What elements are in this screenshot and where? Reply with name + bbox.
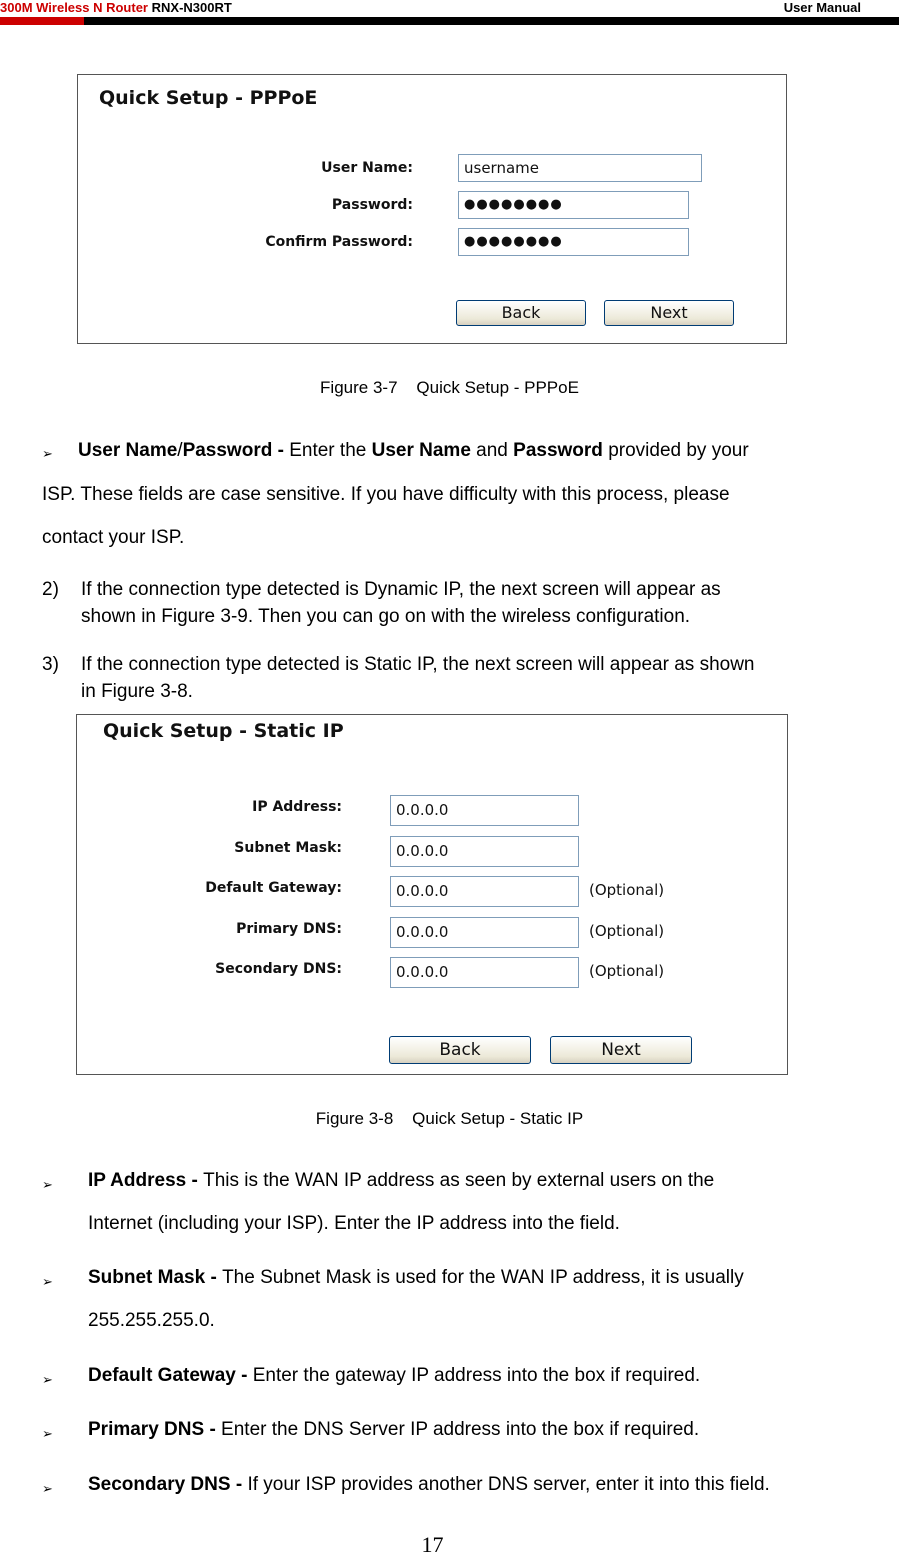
text-provided: provided by your <box>602 440 749 461</box>
default-gateway-input[interactable]: 0.0.0.0 <box>390 876 579 907</box>
def-bullet-icon: ➢ <box>42 1177 53 1192</box>
pppoe-back-button[interactable]: Back <box>456 300 586 326</box>
pppoe-title: Quick Setup - PPPoE <box>99 87 318 109</box>
pppoe-description-line1 <box>78 440 749 462</box>
static-ip-title: Quick Setup - Static IP <box>103 720 344 742</box>
default-gateway-term: Default Gateway - <box>88 1365 253 1386</box>
static-ip-screenshot <box>76 714 788 1075</box>
term-password-2: Password <box>513 440 603 461</box>
default-gateway-label: Default Gateway: <box>205 880 342 896</box>
step-2-line1: If the connection type detected is Dynamic IP, the next screen will appear as <box>81 579 721 600</box>
default-gateway-definition <box>88 1365 700 1387</box>
step-3-number: 3) <box>42 654 59 675</box>
subnet-mask-input[interactable]: 0.0.0.0 <box>390 836 579 867</box>
text-and: and <box>470 440 514 461</box>
slash: / <box>177 440 183 461</box>
header-model: RNX-N300RT <box>151 0 232 15</box>
pppoe-next-button[interactable]: Next <box>604 300 734 326</box>
secondary-dns-term: Secondary DNS - <box>88 1474 248 1495</box>
primary-dns-text: Enter the DNS Server IP address into the box if required. <box>221 1419 700 1440</box>
primary-dns-label: Primary DNS: <box>236 921 342 937</box>
secondary-dns-label: Secondary DNS: <box>215 961 342 977</box>
ip-address-definition-line2: Internet (including your ISP). Enter the IP address into the field. <box>88 1213 620 1234</box>
primary-dns-optional: (Optional) <box>589 922 665 940</box>
static-ip-figure-caption: Figure 3-8 Quick Setup - Static IP <box>315 1109 584 1128</box>
pppoe-figure-caption: Figure 3-7 Quick Setup - PPPoE <box>320 378 579 397</box>
page-number: 17 <box>421 1532 444 1557</box>
ip-address-text: This is the WAN IP address as seen by external users on the <box>203 1170 715 1191</box>
step-2-number: 2) <box>42 579 59 600</box>
default-gateway-optional: (Optional) <box>589 881 665 899</box>
step-3-line2: in Figure 3-8. <box>81 681 193 702</box>
ip-address-term: IP Address - <box>88 1170 204 1191</box>
subnet-mask-text: The Subnet Mask is used for the WAN IP address, it is usually <box>222 1267 744 1288</box>
pppoe-confirm-password-input[interactable]: ●●●●●●●● <box>458 228 689 256</box>
term-password: Password - <box>182 440 290 461</box>
subnet-mask-term: Subnet Mask - <box>88 1267 223 1288</box>
primary-dns-term: Primary DNS - <box>88 1419 222 1440</box>
header-rule <box>0 17 899 25</box>
primary-dns-definition <box>88 1419 699 1441</box>
ip-address-input[interactable]: 0.0.0.0 <box>390 795 579 826</box>
pppoe-confirm-password-label: Confirm Password: <box>265 234 413 250</box>
subnet-mask-label: Subnet Mask: <box>234 840 342 856</box>
default-gateway-text: Enter the gateway IP address into the box if required. <box>252 1365 701 1386</box>
def-bullet-icon: ➢ <box>42 1274 53 1289</box>
static-ip-back-button[interactable]: Back <box>389 1036 531 1064</box>
secondary-dns-input[interactable]: 0.0.0.0 <box>390 957 579 988</box>
pppoe-username-input[interactable]: username <box>458 154 702 182</box>
pppoe-username-label: User Name: <box>321 160 413 176</box>
def-bullet-icon: ➢ <box>42 1372 53 1387</box>
pppoe-description-line3: contact your ISP. <box>42 527 185 548</box>
ip-address-definition <box>88 1170 714 1192</box>
term-username: User Name <box>78 440 178 461</box>
pppoe-screenshot <box>77 74 787 344</box>
secondary-dns-optional: (Optional) <box>589 962 665 980</box>
def-bullet-icon: ➢ <box>42 1481 53 1496</box>
term-username-2: User Name <box>371 440 471 461</box>
pppoe-password-input[interactable]: ●●●●●●●● <box>458 191 689 219</box>
step-2-line2: shown in Figure 3-9. Then you can go on with the wireless configuration. <box>81 606 691 627</box>
subnet-mask-definition <box>88 1267 744 1289</box>
header-rule-accent <box>0 17 84 25</box>
text-enter: Enter the <box>289 440 372 461</box>
header-product <box>0 0 232 15</box>
pppoe-password-label: Password: <box>331 197 413 213</box>
ip-address-label: IP Address: <box>252 799 342 815</box>
pppoe-description-line2: ISP. These fields are case sensitive. If you have difficulty with this process, please <box>42 484 730 505</box>
step-3-line1: If the connection type detected is Static IP, the next screen will appear as shown <box>81 654 755 675</box>
pppoe-bullet-icon: ➢ <box>42 446 53 461</box>
secondary-dns-definition <box>88 1474 770 1496</box>
header-doc-type: User Manual <box>783 0 861 15</box>
subnet-mask-definition-line2: 255.255.255.0. <box>88 1310 215 1331</box>
page-header <box>0 0 899 26</box>
secondary-dns-text: If your ISP provides another DNS server, enter it into this field. <box>247 1474 770 1495</box>
def-bullet-icon: ➢ <box>42 1426 53 1441</box>
static-ip-next-button[interactable]: Next <box>550 1036 692 1064</box>
header-brand: 300M Wireless N Router <box>0 0 148 15</box>
primary-dns-input[interactable]: 0.0.0.0 <box>390 917 579 948</box>
